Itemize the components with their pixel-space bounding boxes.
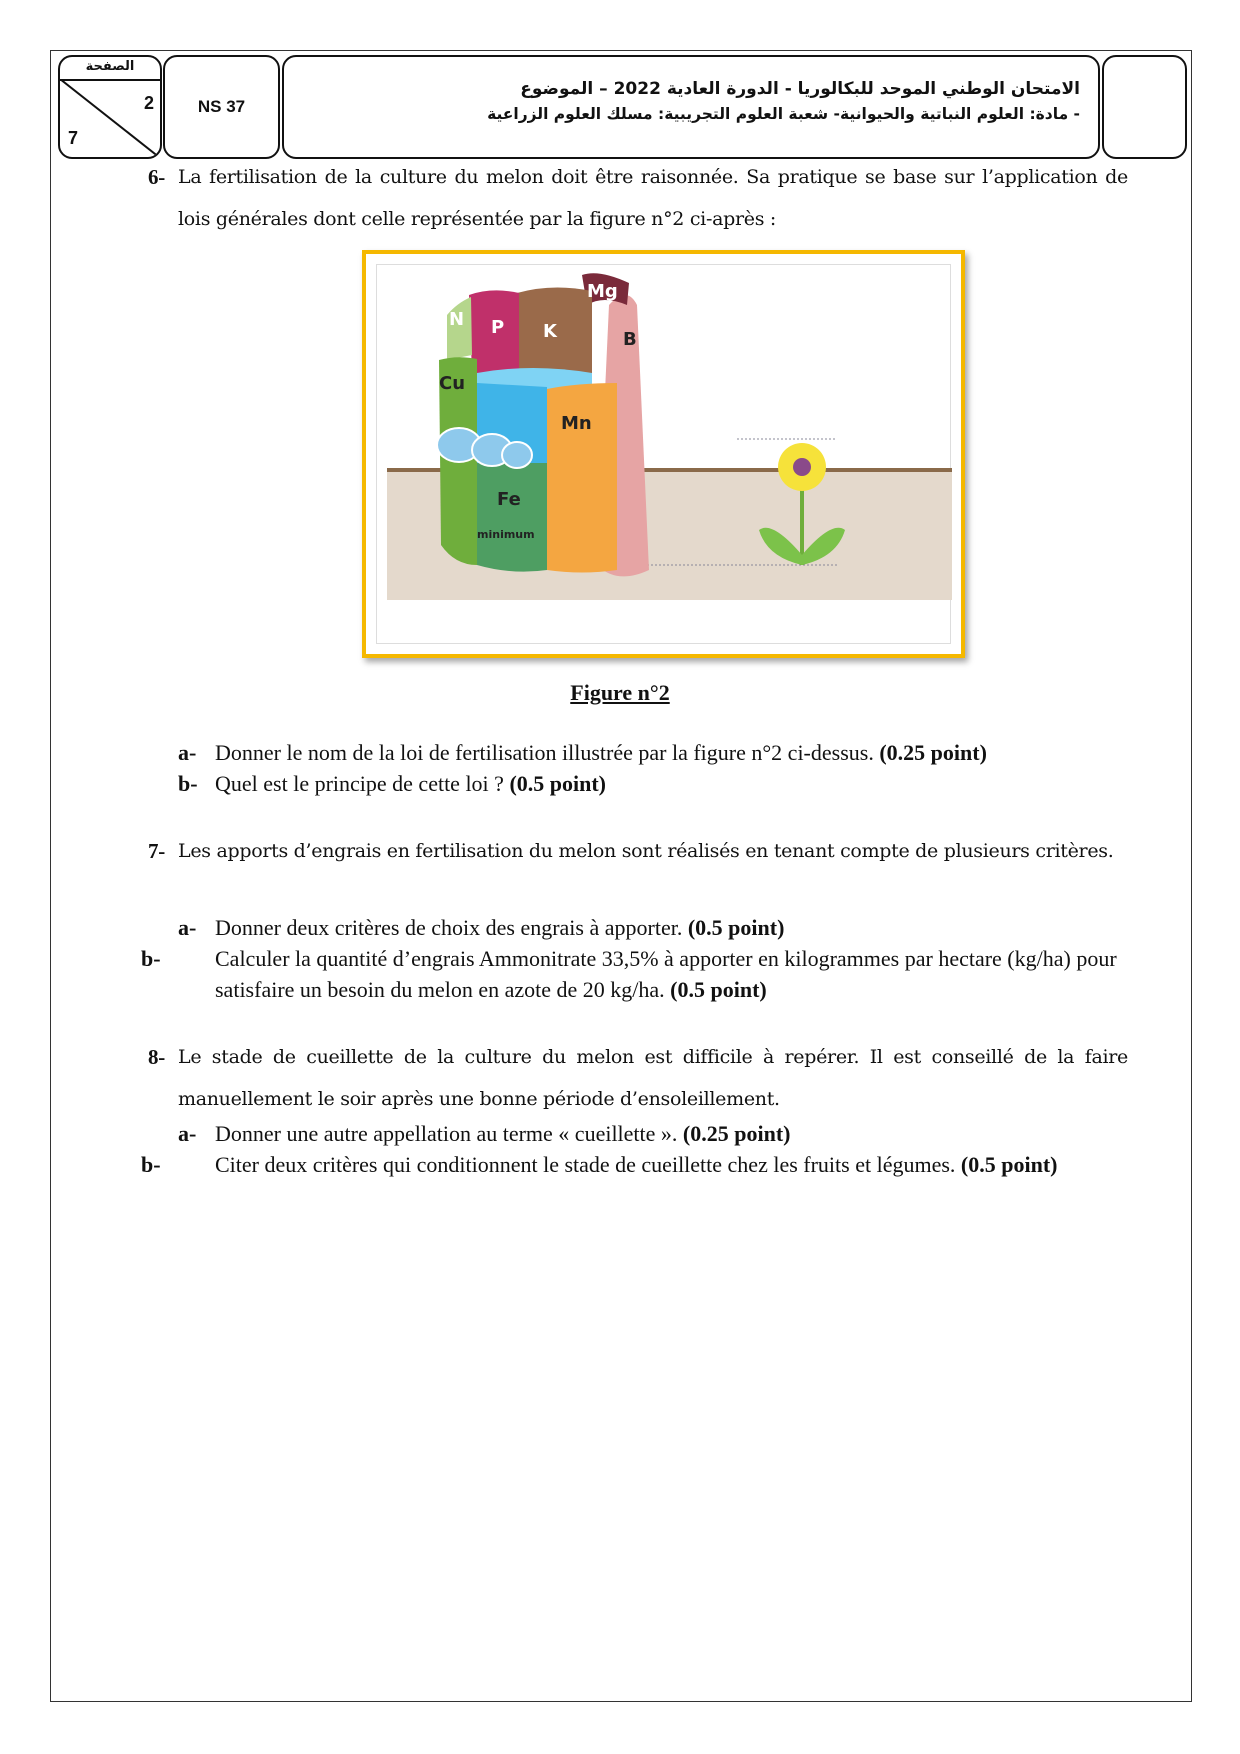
sub-text: Donner le nom de la loi de fertilisation illustrée par la figure n°2 ci-dessus. (215, 740, 874, 765)
question-text: Le stade de cueillette de la culture du melon est difficile à repérer. Il est conseillé de la faire manuellement le soir après une bonne période d’ensoleillement. (178, 1046, 1128, 1110)
stave-mn (547, 383, 617, 573)
label-mn: Mn (561, 413, 592, 434)
flower-center (793, 458, 811, 476)
page-total: 7 (68, 128, 79, 148)
header-right-box (1102, 55, 1187, 159)
figure-inner (376, 264, 951, 644)
label-minimum: minimum (477, 528, 535, 541)
stave-fe (477, 463, 547, 572)
label-cu: Cu (439, 373, 466, 394)
sub-letter: a- (178, 915, 197, 940)
sub-points: (0.5 point) (509, 771, 606, 796)
question-8 (148, 1036, 1128, 1120)
question-8a (178, 1118, 1138, 1149)
label-mg: Mg (587, 281, 618, 302)
question-text: Les apports d’engrais en fertilisation du melon sont réalisés en tenant compte de plusieurs critères. (178, 840, 1114, 862)
sub-points: (0.25 point) (879, 740, 987, 765)
figure-caption: Figure n°2 (570, 680, 670, 705)
sub-letter: b- (141, 946, 161, 971)
barrel-illustration (377, 265, 958, 651)
sub-letter: b- (178, 771, 198, 796)
page-label: الصفحة (85, 59, 135, 74)
question-number: 6- (148, 165, 165, 189)
sub-text: Calculer la quantité d’engrais Ammonitrate 33,5% à apporter en kilogrammes par hectare (kg/ha) pour satisfaire un besoin du melon en azote de 20 kg/ha. (215, 946, 1117, 1002)
page-number: 2 (143, 93, 154, 113)
figure-liebig-barrel (362, 250, 965, 658)
question-text: La fertilisation de la culture du melon doit être raisonnée. Sa pratique se base sur l’application de lois générales dont celle représentée par la figure n°2 ci-après : (178, 166, 1128, 230)
exam-title-line2: - مادة: العلوم النباتية والحيوانية- شعبة العلوم التجريبية: مسلك العلوم الزراعية (487, 105, 1080, 123)
sub-letter: a- (178, 740, 197, 765)
question-7a (178, 912, 1138, 943)
exam-title-line1: الامتحان الوطني الموحد للبكالوريا - الدورة العادية 2022 – الموضوع (520, 79, 1080, 99)
question-7 (148, 830, 1128, 872)
sub-points: (0.5 point) (687, 915, 785, 940)
label-b: B (623, 329, 637, 350)
water-drop-3 (502, 442, 532, 468)
exam-title-box (282, 55, 1100, 159)
sub-letter: a- (178, 1121, 197, 1146)
sub-letter: b- (141, 1152, 161, 1177)
label-p: P (491, 317, 505, 338)
sub-text: Donner une autre appellation au terme « cueillette ». (215, 1121, 678, 1146)
question-number: 8- (148, 1045, 165, 1069)
sub-text: Donner deux critères de choix des engrais à apporter. (215, 915, 683, 940)
sub-points: (0.5 point) (670, 977, 767, 1002)
question-6a (178, 737, 1138, 768)
sub-text: Citer deux critères qui conditionnent le stade de cueillette chez les fruits et légumes. (215, 1152, 956, 1177)
label-fe: Fe (497, 489, 521, 510)
label-k: K (543, 321, 557, 342)
question-8b (141, 1149, 1138, 1180)
question-number: 7- (148, 839, 165, 863)
question-6 (148, 156, 1128, 240)
question-6b (178, 768, 1138, 799)
sub-points: (0.25 point) (682, 1121, 791, 1146)
label-n: N (449, 309, 465, 330)
sub-text: Quel est le principe de cette loi ? (215, 771, 504, 796)
question-7b (141, 943, 1138, 1005)
sub-points: (0.5 point) (960, 1152, 1058, 1177)
page-number-box (58, 55, 162, 159)
exam-code: NS 37 (163, 55, 280, 159)
